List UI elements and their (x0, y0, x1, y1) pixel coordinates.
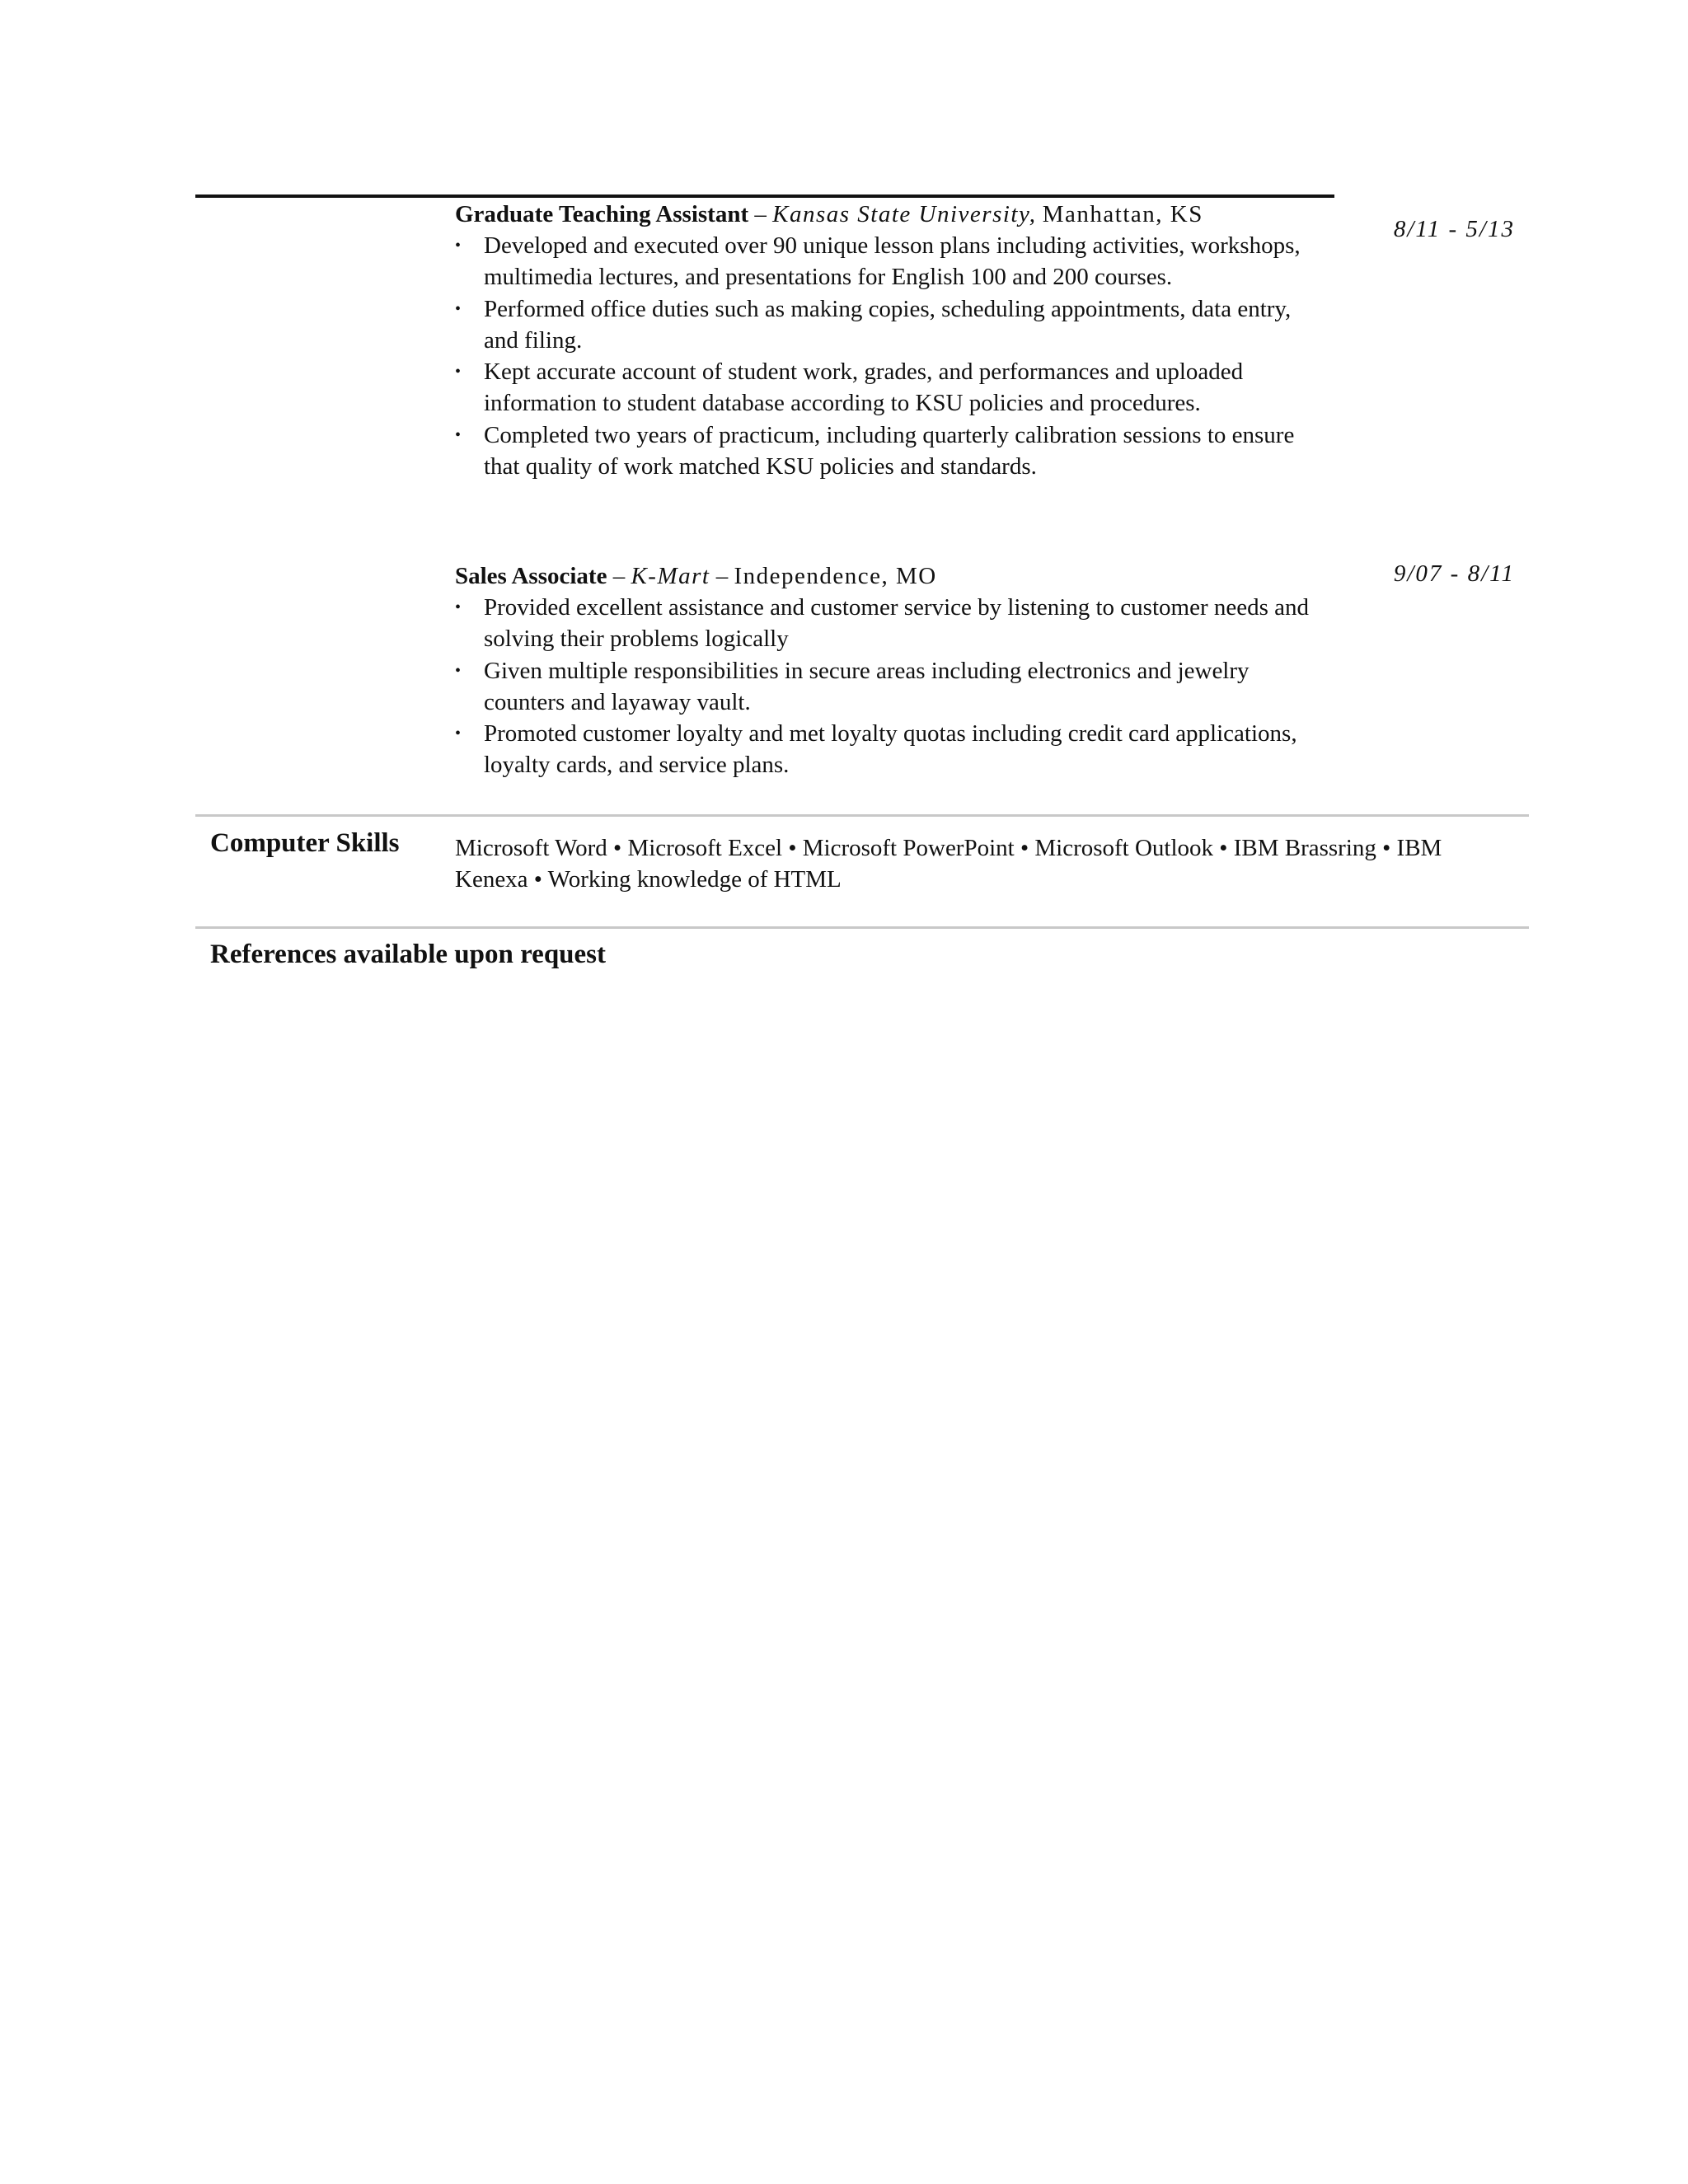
job-title: Sales Associate (455, 563, 607, 589)
separator: – (607, 563, 631, 589)
employer: Kansas State University, (772, 201, 1037, 227)
computer-skills-heading: Computer Skills (210, 828, 400, 858)
bullet-text: Performed office duties such as making copies, scheduling appointments, data entry, and filing. (484, 295, 1292, 354)
separator: – (710, 563, 734, 589)
section-divider (195, 926, 1529, 929)
job-bullet-list (455, 230, 1320, 482)
bullet-icon: • (455, 425, 462, 444)
bullet-text: Kept accurate account of student work, grades, and performances and uploaded information to student database according to KSU policies and procedures. (484, 359, 1244, 417)
job-entry-sales-associate (455, 560, 1320, 781)
bullet-icon: • (455, 299, 462, 318)
section-divider (195, 814, 1529, 817)
bullet-text: Provided excellent assistance and customer service by listening to customer needs and solving their problems logically (484, 594, 1310, 653)
job-dates: 8/11 - 5/13 (1393, 216, 1515, 242)
job-entry-graduate-teaching-assistant (455, 199, 1320, 482)
job-location: Independence, MO (734, 563, 937, 589)
computer-skills-list: Microsoft Word • Microsoft Excel • Microsoft PowerPoint • Microsoft Outlook • IBM Brassring • IBM Kenexa • Working knowledge of HTML (455, 835, 1442, 893)
bullet-icon: • (455, 363, 462, 382)
list-item (455, 718, 1320, 781)
bullet-icon: • (455, 661, 462, 680)
employer: K-Mart (631, 563, 710, 589)
list-item (455, 356, 1320, 419)
job-location: Manhattan, KS (1042, 201, 1203, 227)
job-heading (455, 560, 1320, 592)
references-note: References available upon request (210, 940, 606, 969)
bullet-icon: • (455, 598, 462, 616)
list-item (455, 230, 1320, 293)
list-item (455, 655, 1320, 719)
bullet-text: Developed and executed over 90 unique lesson plans including activities, workshops, multimedia lectures, and presentations for English 100 and 200 courses. (484, 232, 1301, 291)
list-item (455, 293, 1320, 357)
bullet-icon: • (455, 237, 462, 255)
job-dates: 9/07 - 8/11 (1393, 560, 1515, 587)
bullet-text: Given multiple responsibilities in secure areas including electronics and jewelry counters and layaway vault. (484, 657, 1250, 715)
bullet-text: Completed two years of practicum, including quarterly calibration sessions to ensure that quality of work matched KSU policies and standards. (484, 421, 1295, 480)
job-bullet-list (455, 592, 1320, 781)
separator: – (748, 201, 773, 227)
bullet-icon: • (455, 724, 462, 743)
job-title: Graduate Teaching Assistant (455, 201, 749, 227)
job-heading (455, 199, 1320, 230)
list-item (455, 419, 1320, 483)
list-item (455, 592, 1320, 655)
bullet-text: Promoted customer loyalty and met loyalty quotas including credit card applications, loyalty cards, and service plans. (484, 720, 1297, 779)
top-divider (195, 194, 1334, 198)
